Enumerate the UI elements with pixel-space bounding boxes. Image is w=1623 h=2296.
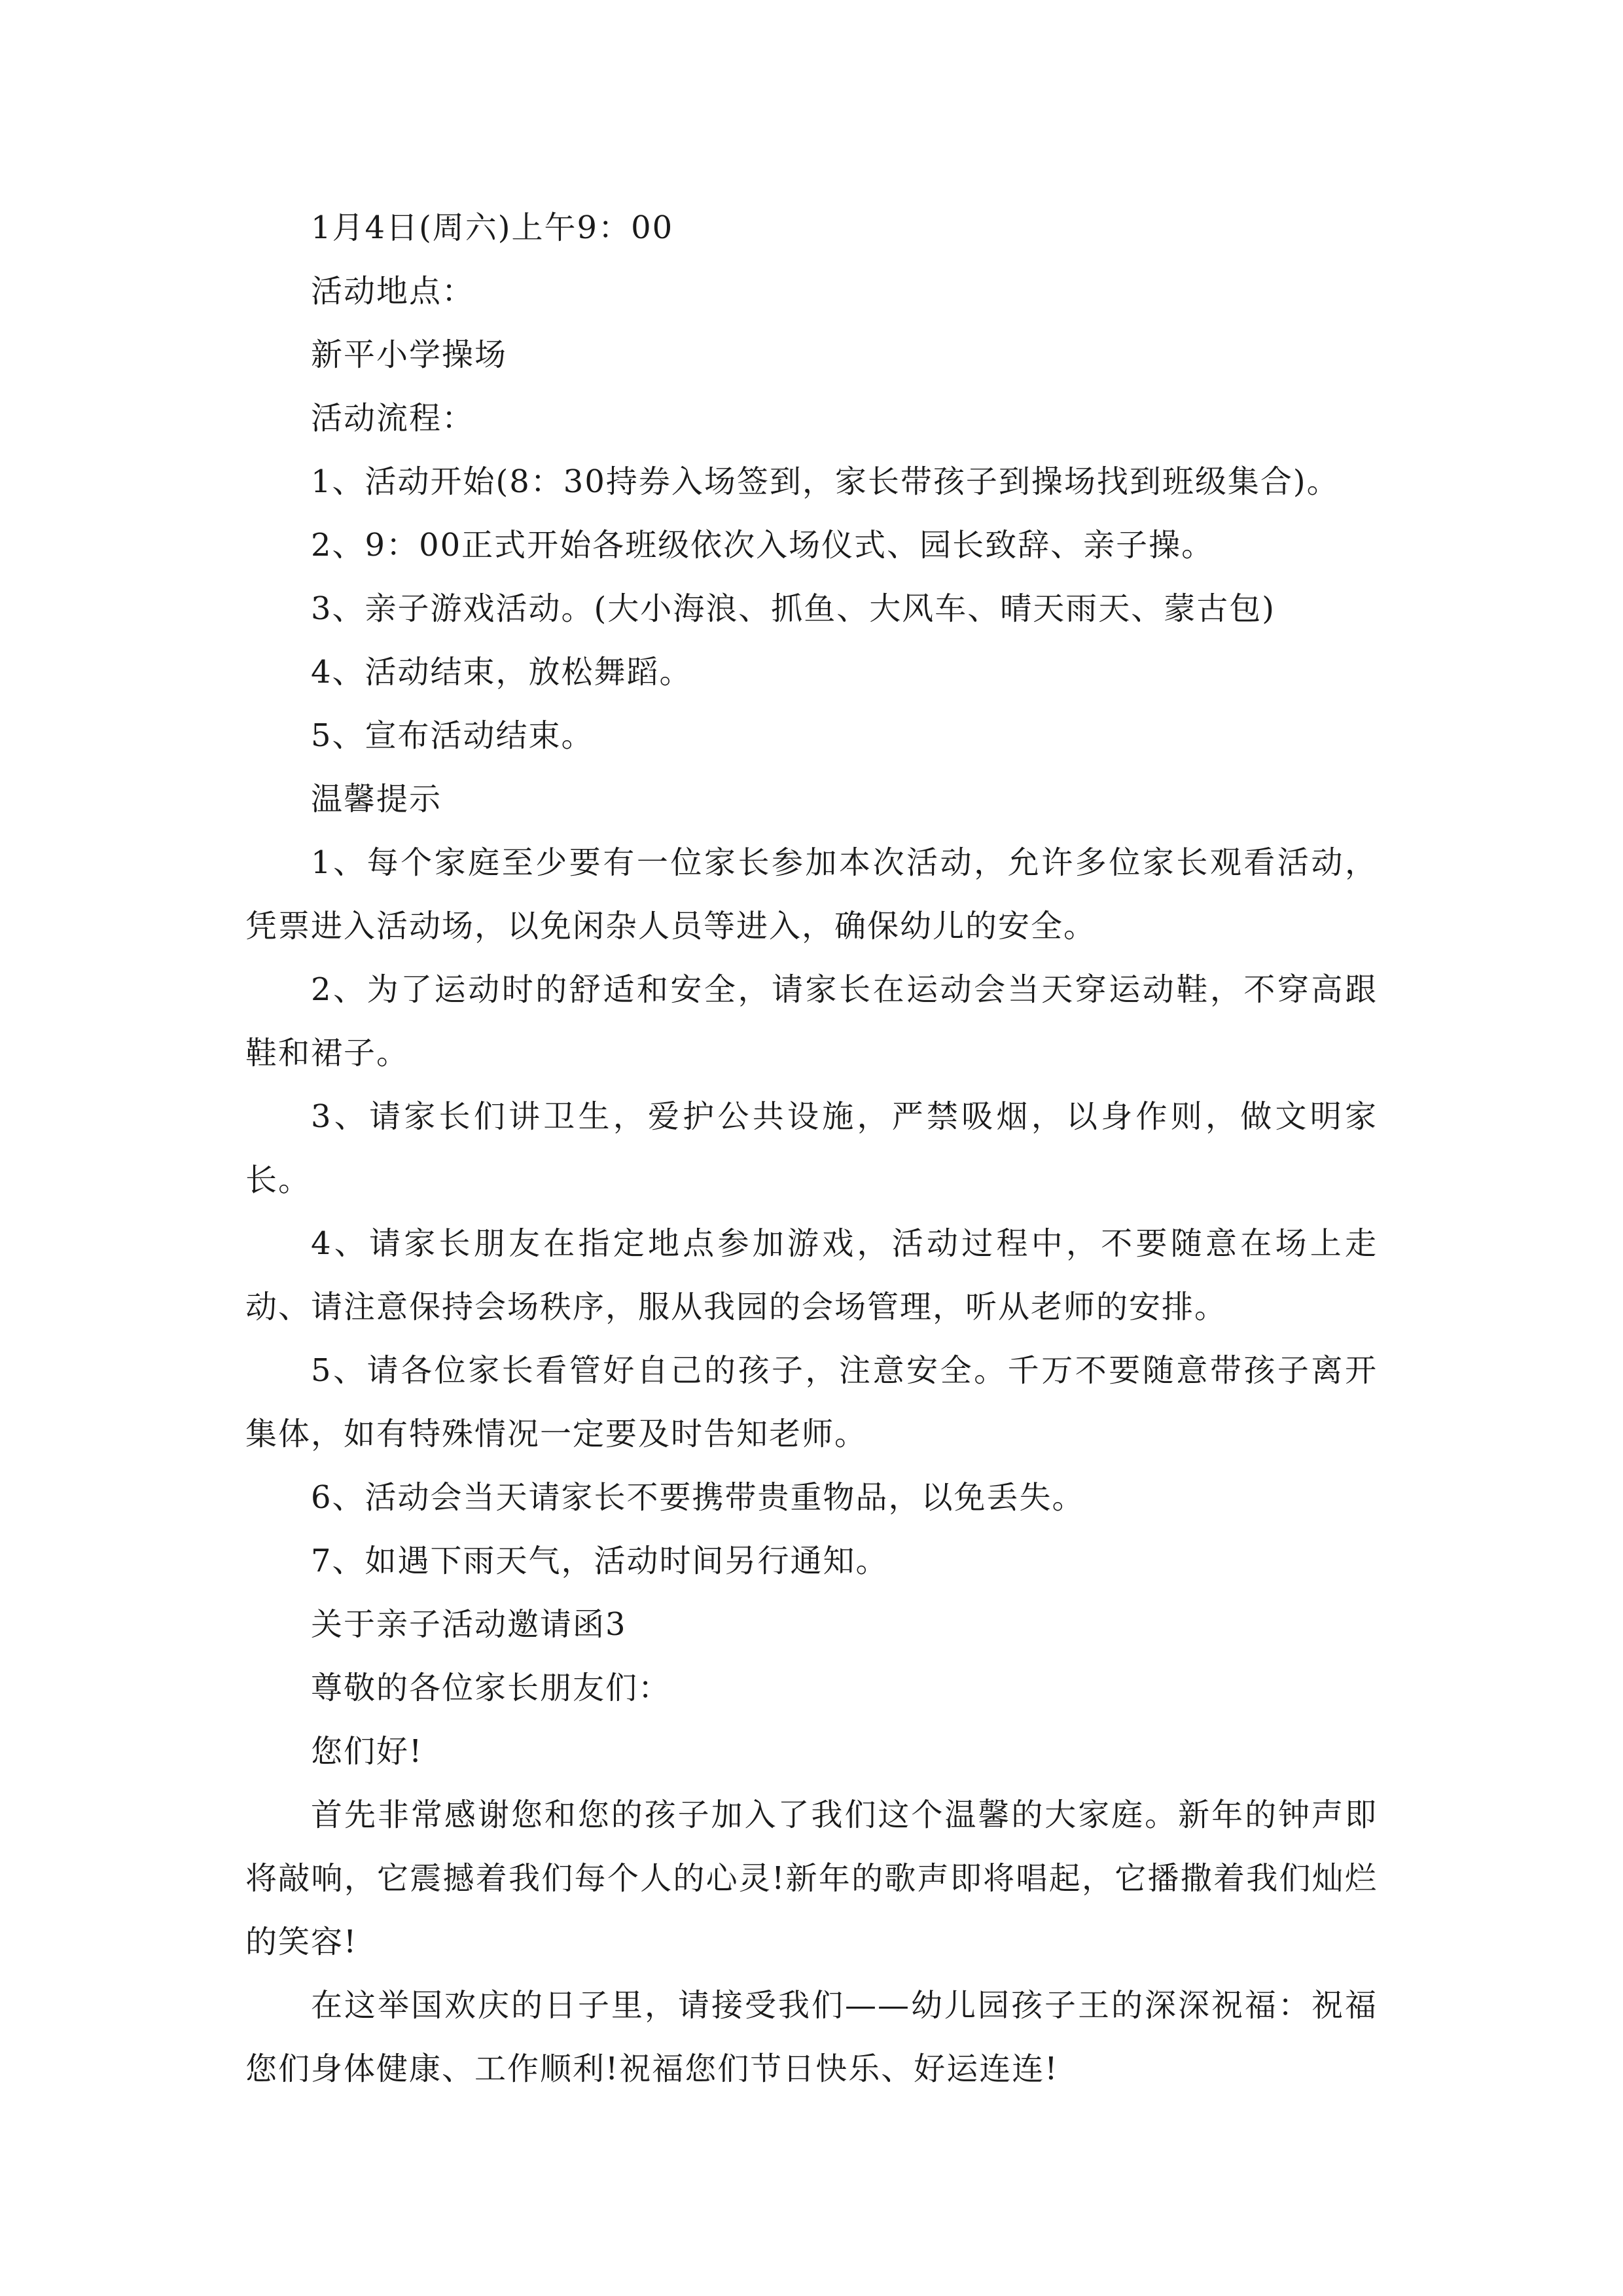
tip-item: 4、请家长朋友在指定地点参加游戏，活动过程中，不要随意在场上走动、请注意保持会场秩序，服从我园的会场管理，听从老师的安排。 — [245, 1225, 1378, 1325]
process-step: 2、9：00正式开始各班级依次入场仪式、园长致辞、亲子操。 — [311, 527, 1215, 564]
tip-item: 6、活动会当天请家长不要携带贵重物品，以免丢失。 — [311, 1479, 1085, 1516]
process-heading: 活动流程： — [311, 400, 475, 437]
tip-item: 1、每个家庭至少要有一位家长参加本次活动，允许多位家长观看活动，凭票进入活动场，以免闲杂人员等进入，确保幼儿的安全。 — [245, 844, 1378, 944]
event-time: 1月4日(周六)上午9：00 — [311, 209, 674, 246]
tip-item: 2、为了运动时的舒适和安全，请家长在运动会当天穿运动鞋，不穿高跟鞋和裙子。 — [245, 971, 1378, 1071]
document-body — [245, 196, 1378, 2101]
greeting: 您们好! — [311, 1733, 423, 1770]
tip-item: 7、如遇下雨天气，活动时间另行通知。 — [311, 1543, 889, 1579]
tip-item: 3、请家长们讲卫生，爱护公共设施，严禁吸烟，以身作则，做文明家长。 — [245, 1098, 1378, 1198]
process-step: 4、活动结束，放松舞蹈。 — [311, 654, 692, 691]
body-paragraph: 首先非常感谢您和您的孩子加入了我们这个温馨的大家庭。新年的钟声即将敲响，它震撼着我们每个人的心灵!新年的歌声即将唱起，它播撒着我们灿烂的笑容! — [245, 1797, 1378, 1960]
location-heading: 活动地点： — [311, 273, 475, 310]
section-title: 关于亲子活动邀请函3 — [311, 1606, 627, 1643]
process-step: 5、宣布活动结束。 — [311, 717, 594, 754]
process-step: 3、亲子游戏活动。(大小海浪、抓鱼、大风车、晴天雨天、蒙古包) — [311, 590, 1275, 627]
tips-heading: 温馨提示 — [311, 781, 442, 817]
body-paragraph: 在这举国欢庆的日子里，请接受我们——幼儿园孩子王的深深祝福：祝福您们身体健康、工作顺利!祝福您们节日快乐、好运连连! — [245, 1987, 1378, 2087]
salutation: 尊敬的各位家长朋友们： — [311, 1670, 671, 1706]
tip-item: 5、请各位家长看管好自己的孩子，注意安全。千万不要随意带孩子离开集体，如有特殊情况一定要及时告知老师。 — [245, 1352, 1378, 1452]
process-step: 1、活动开始(8：30持券入场签到，家长带孩子到操场找到班级集合)。 — [311, 463, 1340, 500]
location-value: 新平小学操场 — [311, 336, 508, 373]
